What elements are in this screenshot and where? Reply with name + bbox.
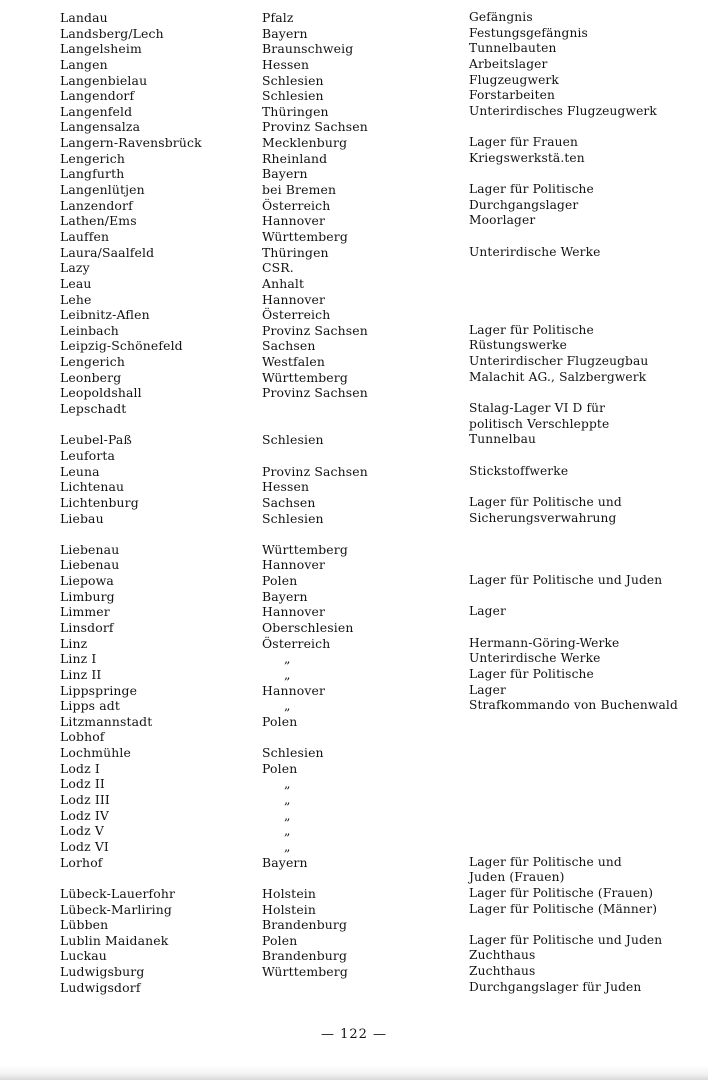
note-text: Unterirdischer Flugzeugbau xyxy=(469,354,649,369)
note-text xyxy=(469,479,707,495)
note-text xyxy=(469,761,707,777)
note-text: Lager für Politische xyxy=(469,666,594,681)
region-name: Hannover xyxy=(262,682,326,698)
note-text: Lager für Politische und xyxy=(469,854,622,869)
region-name: „ xyxy=(284,792,291,808)
place-name: Lanzendorf xyxy=(60,197,133,213)
place-name: Lübeck-Marliring xyxy=(60,901,173,917)
region-name xyxy=(262,526,462,542)
note-text: Tunnelbauten xyxy=(469,41,557,56)
region-name: „ xyxy=(284,776,291,792)
region-name: „ xyxy=(284,823,291,839)
region-name: Anhalt xyxy=(262,275,305,291)
note-text xyxy=(469,839,707,855)
place-name: Lichtenau xyxy=(60,479,125,495)
note-text: Malachit AG., Salzbergwerk xyxy=(469,369,647,384)
place-name: Linsdorf xyxy=(60,619,114,635)
place-name: Lodz V xyxy=(60,823,104,839)
place-name: Lübben xyxy=(60,917,109,933)
note-text: Juden (Frauen) xyxy=(469,870,565,885)
region-name xyxy=(262,729,462,745)
place-name: Lipps adt xyxy=(60,698,120,714)
note-text: politisch Verschleppte xyxy=(469,416,610,431)
region-name: Thüringen xyxy=(262,244,329,260)
place-name: Langelsheim xyxy=(60,41,142,57)
region-name: Holstein xyxy=(262,901,317,917)
place-name: Lodz I xyxy=(60,760,100,776)
region-name: „ xyxy=(284,698,291,714)
region-name: Bayern xyxy=(262,854,308,870)
note-text: Gefängnis xyxy=(469,10,533,24)
place-name: Langenfeld xyxy=(60,103,133,119)
note-text: Lager für Politische xyxy=(469,182,594,197)
region-name: Pfalz xyxy=(262,10,294,25)
region-name: „ xyxy=(284,651,291,667)
note-text: Rüstungswerke xyxy=(469,338,567,353)
note-text: Durchgangslager für Juden xyxy=(469,979,642,994)
place-name: Leibnitz-Aflen xyxy=(60,307,150,323)
page-number: — 122 — xyxy=(320,1027,388,1042)
place-name: Lengerich xyxy=(60,150,125,166)
place-name: Lippspringe xyxy=(60,682,138,698)
note-text: Moorlager xyxy=(469,213,536,228)
note-text: Lager für Politische xyxy=(469,322,594,337)
note-text xyxy=(469,745,707,761)
place-name: Lodz IV xyxy=(60,807,109,823)
region-name: Thüringen xyxy=(262,103,329,119)
note-text: Festungsgefängnis xyxy=(469,25,588,40)
note-column xyxy=(469,10,707,995)
region-name: Schlesien xyxy=(262,72,324,88)
place-name: Leuforta xyxy=(60,447,116,463)
region-name: CSR. xyxy=(262,260,294,276)
place-name: Lodz III xyxy=(60,792,110,808)
region-name: Polen xyxy=(262,573,298,589)
note-text xyxy=(469,714,707,730)
region-name: Sachsen xyxy=(262,338,316,354)
place-name: Leau xyxy=(60,275,92,291)
region-name: Provinz Sachsen xyxy=(262,119,368,135)
note-text: Lager für Politische und Juden xyxy=(469,932,663,947)
region-name: Hannover xyxy=(262,557,326,573)
region-name: Schlesien xyxy=(262,745,324,761)
note-text: Zuchthaus xyxy=(469,964,536,979)
note-text xyxy=(469,526,707,542)
region-name: Schlesien xyxy=(262,432,324,448)
note-text: Strafkommando von Buchenwald xyxy=(469,698,678,713)
place-name xyxy=(60,417,260,433)
note-text xyxy=(469,166,707,182)
note-text: Unterirdische Werke xyxy=(469,651,601,666)
region-name: Österreich xyxy=(262,197,331,213)
scan-edge-shadow xyxy=(0,1066,708,1080)
region-name: Polen xyxy=(262,713,298,729)
note-text xyxy=(469,385,707,401)
region-name: Württemberg xyxy=(262,369,348,385)
place-name: Lepschadt xyxy=(60,401,127,417)
region-name xyxy=(262,417,462,433)
note-text xyxy=(469,448,707,464)
note-text: Lager für Politische und xyxy=(469,494,622,509)
place-name: Linz I xyxy=(60,651,97,667)
place-name: Landau xyxy=(60,10,108,25)
place-name: Linz II xyxy=(60,666,102,682)
place-name: Langen xyxy=(60,56,108,72)
place-name: Liebenau xyxy=(60,541,120,557)
note-text xyxy=(469,776,707,792)
note-text xyxy=(469,792,707,808)
place-name: Lazy xyxy=(60,260,90,276)
region-name: Bayern xyxy=(262,588,308,604)
region-name xyxy=(262,870,462,886)
place-name: Langfurth xyxy=(60,166,125,182)
region-name: Schlesien xyxy=(262,88,324,104)
region-name: Hannover xyxy=(262,291,326,307)
region-name: „ xyxy=(284,838,291,854)
note-text xyxy=(469,229,707,245)
region-name: Polen xyxy=(262,932,298,948)
note-text: Tunnelbau xyxy=(469,432,537,447)
note-text xyxy=(469,119,707,135)
place-name: Leuna xyxy=(60,463,100,479)
place-name: Laura/Saalfeld xyxy=(60,244,155,260)
region-name: Hessen xyxy=(262,479,310,495)
note-text: Flugzeugwerk xyxy=(469,72,559,87)
region-name: Braunschweig xyxy=(262,41,354,57)
region-name: Provinz Sachsen xyxy=(262,322,368,338)
region-name: Provinz Sachsen xyxy=(262,385,368,401)
note-text xyxy=(469,292,707,308)
place-name: Leopoldshall xyxy=(60,385,142,401)
place-name: Landsberg/Lech xyxy=(60,25,164,41)
region-name: „ xyxy=(284,807,291,823)
place-name: Liebenau xyxy=(60,557,120,573)
region-column xyxy=(262,10,462,995)
note-text: Arbeitslager xyxy=(469,56,548,71)
note-text: Forstarbeiten xyxy=(469,88,556,103)
region-name xyxy=(262,448,462,464)
note-text: Hermann-Göring-Werke xyxy=(469,635,620,650)
region-name xyxy=(262,401,462,417)
place-name: Langensalza xyxy=(60,119,141,135)
region-name: Polen xyxy=(262,760,298,776)
place-name: Liebau xyxy=(60,510,104,526)
place-name: Leubel-Paß xyxy=(60,432,132,448)
note-text xyxy=(469,589,707,605)
note-text xyxy=(469,729,707,745)
place-name xyxy=(60,870,260,886)
region-name: Rheinland xyxy=(262,150,328,166)
note-text: Unterirdische Werke xyxy=(469,244,601,259)
note-text xyxy=(469,542,707,558)
note-text: Stickstoffwerke xyxy=(469,463,569,478)
region-name: Sachsen xyxy=(262,494,316,510)
note-text: Sicherungsverwahrung xyxy=(469,510,617,525)
place-name: Leipzig-Schönefeld xyxy=(60,338,183,354)
region-name: Württemberg xyxy=(262,541,348,557)
note-text xyxy=(469,557,707,573)
place-name: Limmer xyxy=(60,604,110,620)
place-name: Linz xyxy=(60,635,88,651)
place-name: Langenlütjen xyxy=(60,182,145,198)
region-name: Oberschlesien xyxy=(262,619,354,635)
note-text xyxy=(469,823,707,839)
region-name: Bayern xyxy=(262,166,308,182)
place-name: Ludwigsburg xyxy=(60,964,145,980)
note-text: Lager für Politische (Frauen) xyxy=(469,885,654,900)
region-name: Württemberg xyxy=(262,964,348,980)
place-name: Ludwigsdorf xyxy=(60,979,141,995)
place-name: Lodz VI xyxy=(60,838,109,854)
region-name: bei Bremen xyxy=(262,182,337,198)
region-name: Hannover xyxy=(262,604,326,620)
place-name: Lochmühle xyxy=(60,745,131,761)
place-name: Lauffen xyxy=(60,228,110,244)
region-name: „ xyxy=(284,666,291,682)
place-name: Lublin Maidanek xyxy=(60,932,169,948)
place-name: Luckau xyxy=(60,948,107,964)
region-name: Österreich xyxy=(262,307,331,323)
place-name: Lichtenburg xyxy=(60,494,139,510)
note-text xyxy=(469,808,707,824)
place-name: Lehe xyxy=(60,291,92,307)
note-text: Unterirdisches Flugzeugwerk xyxy=(469,103,657,118)
note-text: Stalag-Lager VI D für xyxy=(469,401,606,416)
note-text: Lager für Politische (Männer) xyxy=(469,901,658,916)
place-name: Lorhof xyxy=(60,854,103,870)
note-text xyxy=(469,276,707,292)
place-name: Lübeck-Lauerfohr xyxy=(60,885,176,901)
region-name: Brandenburg xyxy=(262,917,348,933)
place-name: Litzmannstadt xyxy=(60,713,153,729)
region-name: Württemberg xyxy=(262,228,348,244)
note-text: Lager xyxy=(469,682,506,697)
place-name: Limburg xyxy=(60,588,115,604)
place-name xyxy=(60,526,260,542)
region-name: Schlesien xyxy=(262,510,324,526)
note-text: Lager für Politische und Juden xyxy=(469,573,663,588)
place-name: Langenbielau xyxy=(60,72,148,88)
place-name: Leonberg xyxy=(60,369,122,385)
region-name: Bayern xyxy=(262,25,308,41)
note-text: Lager xyxy=(469,604,506,619)
place-name: Lathen/Ems xyxy=(60,213,137,229)
region-name: Westfalen xyxy=(262,354,325,370)
region-name: Provinz Sachsen xyxy=(262,463,368,479)
place-name: Langendorf xyxy=(60,88,135,104)
note-text xyxy=(469,260,707,276)
place-name: Lengerich xyxy=(60,354,125,370)
note-text xyxy=(469,917,707,933)
region-name: Holstein xyxy=(262,885,317,901)
region-name xyxy=(262,980,462,996)
place-name: Leinbach xyxy=(60,322,119,338)
region-name: Brandenburg xyxy=(262,948,348,964)
place-name: Langern-Ravensbrück xyxy=(60,135,202,151)
place-name: Liepowa xyxy=(60,573,114,589)
place-column xyxy=(60,10,260,995)
note-text: Zuchthaus xyxy=(469,948,536,963)
note-text xyxy=(469,620,707,636)
note-text xyxy=(469,307,707,323)
place-name: Lodz II xyxy=(60,776,105,792)
region-name: Hannover xyxy=(262,213,326,229)
region-name: Österreich xyxy=(262,635,331,651)
note-text: Lager für Frauen xyxy=(469,135,578,150)
region-name: Mecklenburg xyxy=(262,135,348,151)
note-text: Kriegswerkstä.ten xyxy=(469,150,585,165)
region-name: Hessen xyxy=(262,56,310,72)
note-text: Durchgangslager xyxy=(469,197,579,212)
place-name: Lobhof xyxy=(60,729,105,745)
